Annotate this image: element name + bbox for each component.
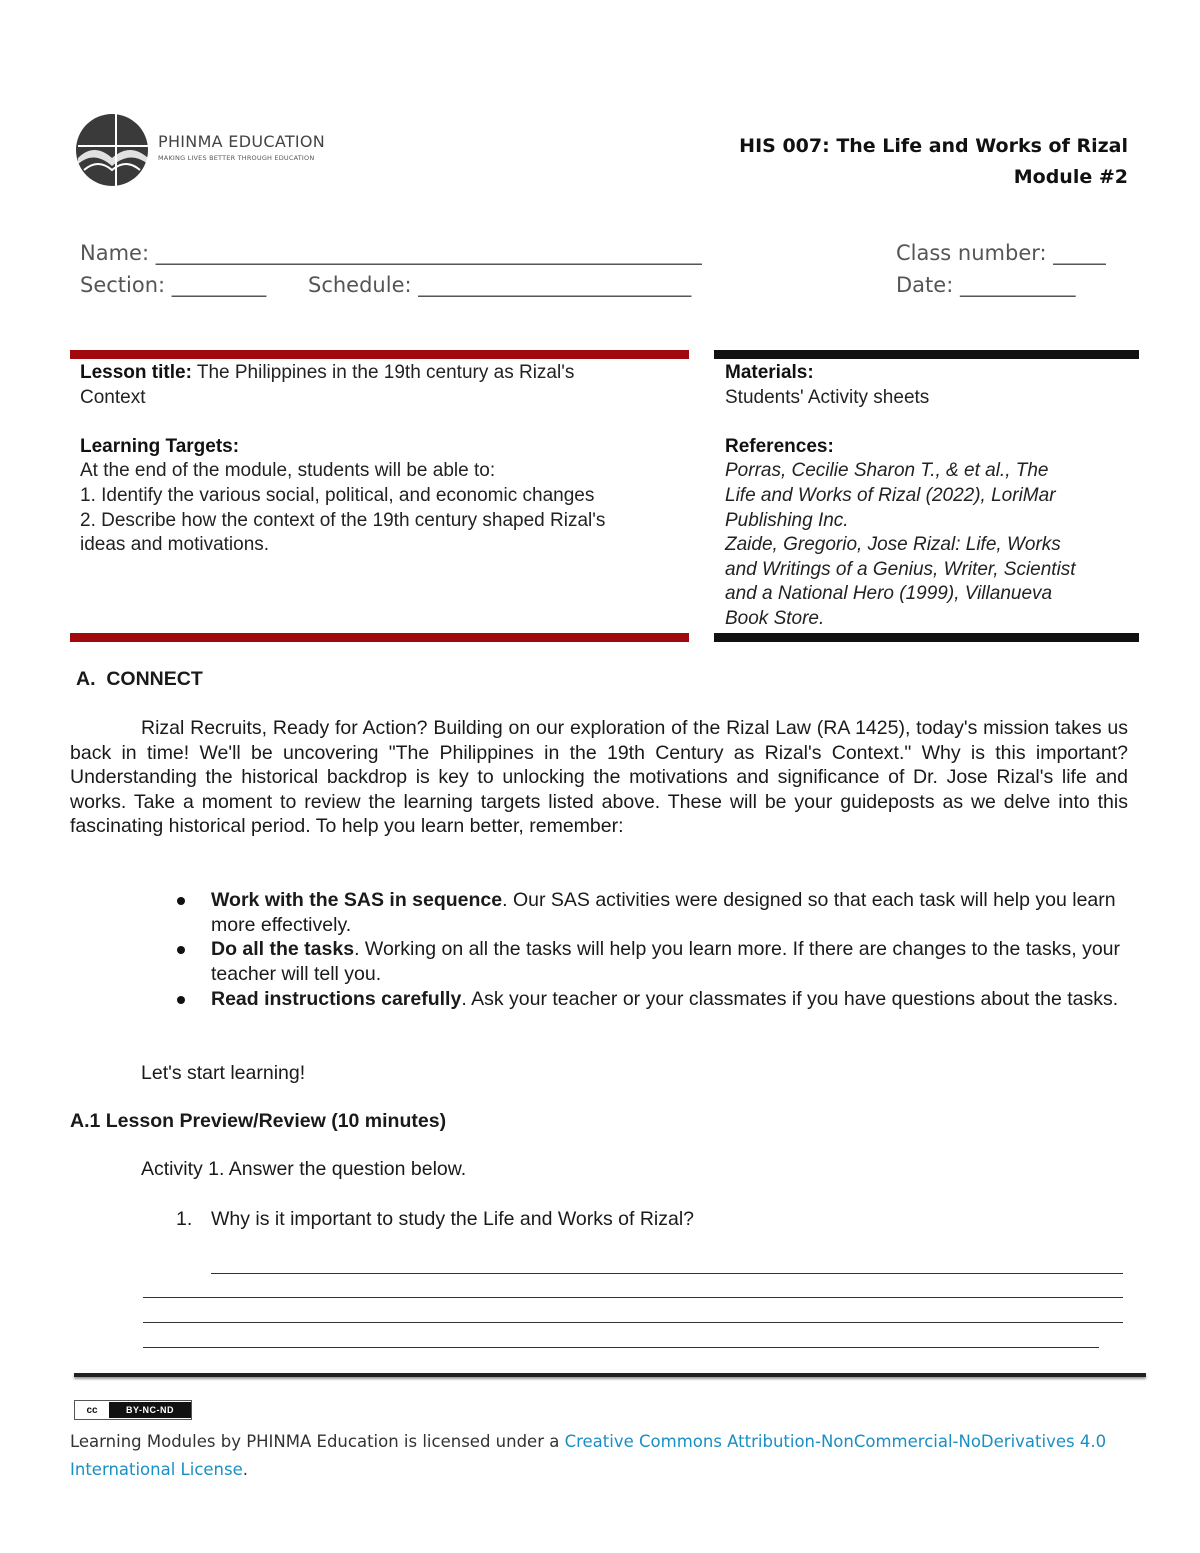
targets-intro: At the end of the module, students will be able to:	[80, 460, 496, 482]
bullet-item	[211, 888, 1129, 937]
connect-title: CONNECT	[106, 668, 203, 690]
connect-heading	[76, 667, 203, 692]
lesson-title-label: Lesson title:	[80, 362, 192, 383]
bullet-text: . Our SAS activities were designed so that each task will help you learn more effectively.	[211, 889, 1116, 936]
materials-box	[725, 361, 1135, 632]
logo-tagline: MAKING LIVES BETTER THROUGH EDUCATION	[158, 154, 315, 162]
bullet-item	[211, 987, 1133, 1012]
bullet-bold: Read instructions carefully	[211, 988, 462, 1010]
cc-badge-left: cc	[75, 1402, 109, 1418]
cc-license-badge-icon[interactable]	[74, 1400, 192, 1420]
learning-targets-label: Learning Targets:	[80, 435, 240, 457]
bullet-text: . Ask your teacher or your classmates if you have questions about the tasks.	[461, 988, 1119, 1010]
license-link[interactable]: Creative Commons Attribution-NonCommercial-NoDerivatives 4.0 International License	[70, 1432, 1107, 1479]
logo-name: PHINMA EDUCATION	[158, 132, 326, 151]
materials-bottom-bar	[714, 633, 1139, 642]
reference-line: Zaide, Gregorio, Jose Rizal: Life, Works	[725, 534, 1061, 556]
module-number: Module #2	[1013, 166, 1128, 188]
bullet-bold: Work with the SAS in sequence	[211, 889, 503, 911]
course-header	[739, 131, 1128, 193]
bullet-icon	[177, 897, 185, 905]
answer-line[interactable]	[211, 1273, 1123, 1274]
target-2a: 2. Describe how the context of the 19th century shaped Rizal's	[80, 509, 606, 531]
connect-letter: A.	[76, 668, 96, 690]
logo-emblem-icon	[74, 112, 334, 192]
course-title: HIS 007: The Life and Works of Rizal	[739, 135, 1128, 157]
cc-badge-right: BY-NC-ND	[109, 1402, 191, 1418]
connect-paragraph: Rizal Recruits, Ready for Action? Building on our exploration of the Rizal Law (RA 1425), today's mission takes us back in time! We'll be uncovering "The Philippines in the 19th Century as Rizal's Context." Why is this important? Understanding the historical backdrop is key to unlocking the motivations and significance of Dr. Jose Rizal's life and works. Take a moment to review the learning targets listed above. These will be your guideposts as we delve into this fascinating historical period. To help you learn better, remember:	[70, 717, 1128, 838]
answer-line[interactable]	[143, 1322, 1123, 1323]
lesson-title-value-2: Context	[80, 386, 146, 408]
bullet-text: . Working on all the tasks will help you learn more. If there are changes to the tasks, your teacher will tell you.	[211, 938, 1120, 985]
section-field[interactable]: Section: _________	[80, 273, 267, 297]
class-number-field[interactable]: Class number: _____	[896, 241, 1106, 265]
question-text: Why is it important to study the Life and Works of Rizal?	[211, 1208, 695, 1230]
activity-instruction: Activity 1. Answer the question below.	[141, 1158, 467, 1180]
preview-heading: A.1 Lesson Preview/Review (10 minutes)	[70, 1110, 447, 1132]
license-prefix: Learning Modules by PHINMA Education is licensed under a	[70, 1432, 565, 1451]
license-suffix: .	[242, 1460, 249, 1479]
license-text	[70, 1428, 1130, 1484]
question-number: 1.	[176, 1208, 193, 1230]
name-field[interactable]: Name: ____________________________________________________	[80, 241, 702, 265]
reference-line: Life and Works of Rizal (2022), LoriMar	[725, 484, 1056, 506]
target-1: 1. Identify the various social, political, and economic changes	[80, 484, 595, 506]
lesson-top-bar	[70, 350, 689, 359]
bullet-item	[211, 937, 1129, 986]
answer-line[interactable]	[143, 1297, 1123, 1298]
references-label: References:	[725, 435, 834, 457]
lesson-box	[80, 361, 680, 558]
reference-line: Publishing Inc.	[725, 509, 849, 531]
reference-line: Book Store.	[725, 607, 825, 629]
reference-line: and Writings of a Genius, Writer, Scientist	[725, 558, 1076, 580]
date-field[interactable]: Date: ___________	[896, 273, 1076, 297]
reference-line: Porras, Cecilie Sharon T., & et al., The	[725, 460, 1049, 482]
bullet-bold: Do all the tasks	[211, 938, 355, 960]
materials-label: Materials:	[725, 362, 814, 383]
materials-value: Students' Activity sheets	[725, 386, 930, 408]
phinma-logo	[74, 112, 334, 192]
bullet-icon	[177, 946, 185, 954]
closing-text: Let's start learning!	[141, 1062, 306, 1084]
schedule-field[interactable]: Schedule: __________________________	[308, 273, 692, 297]
lesson-bottom-bar	[70, 633, 689, 642]
bullet-icon	[177, 996, 185, 1004]
target-2b: ideas and motivations.	[80, 534, 270, 556]
materials-top-bar	[714, 350, 1139, 359]
answer-line[interactable]	[143, 1347, 1099, 1348]
footer-rule	[74, 1373, 1146, 1377]
lesson-title-value: The Philippines in the 19th century as Rizal's	[196, 362, 575, 383]
reference-line: and a National Hero (1999), Villanueva	[725, 583, 1053, 605]
